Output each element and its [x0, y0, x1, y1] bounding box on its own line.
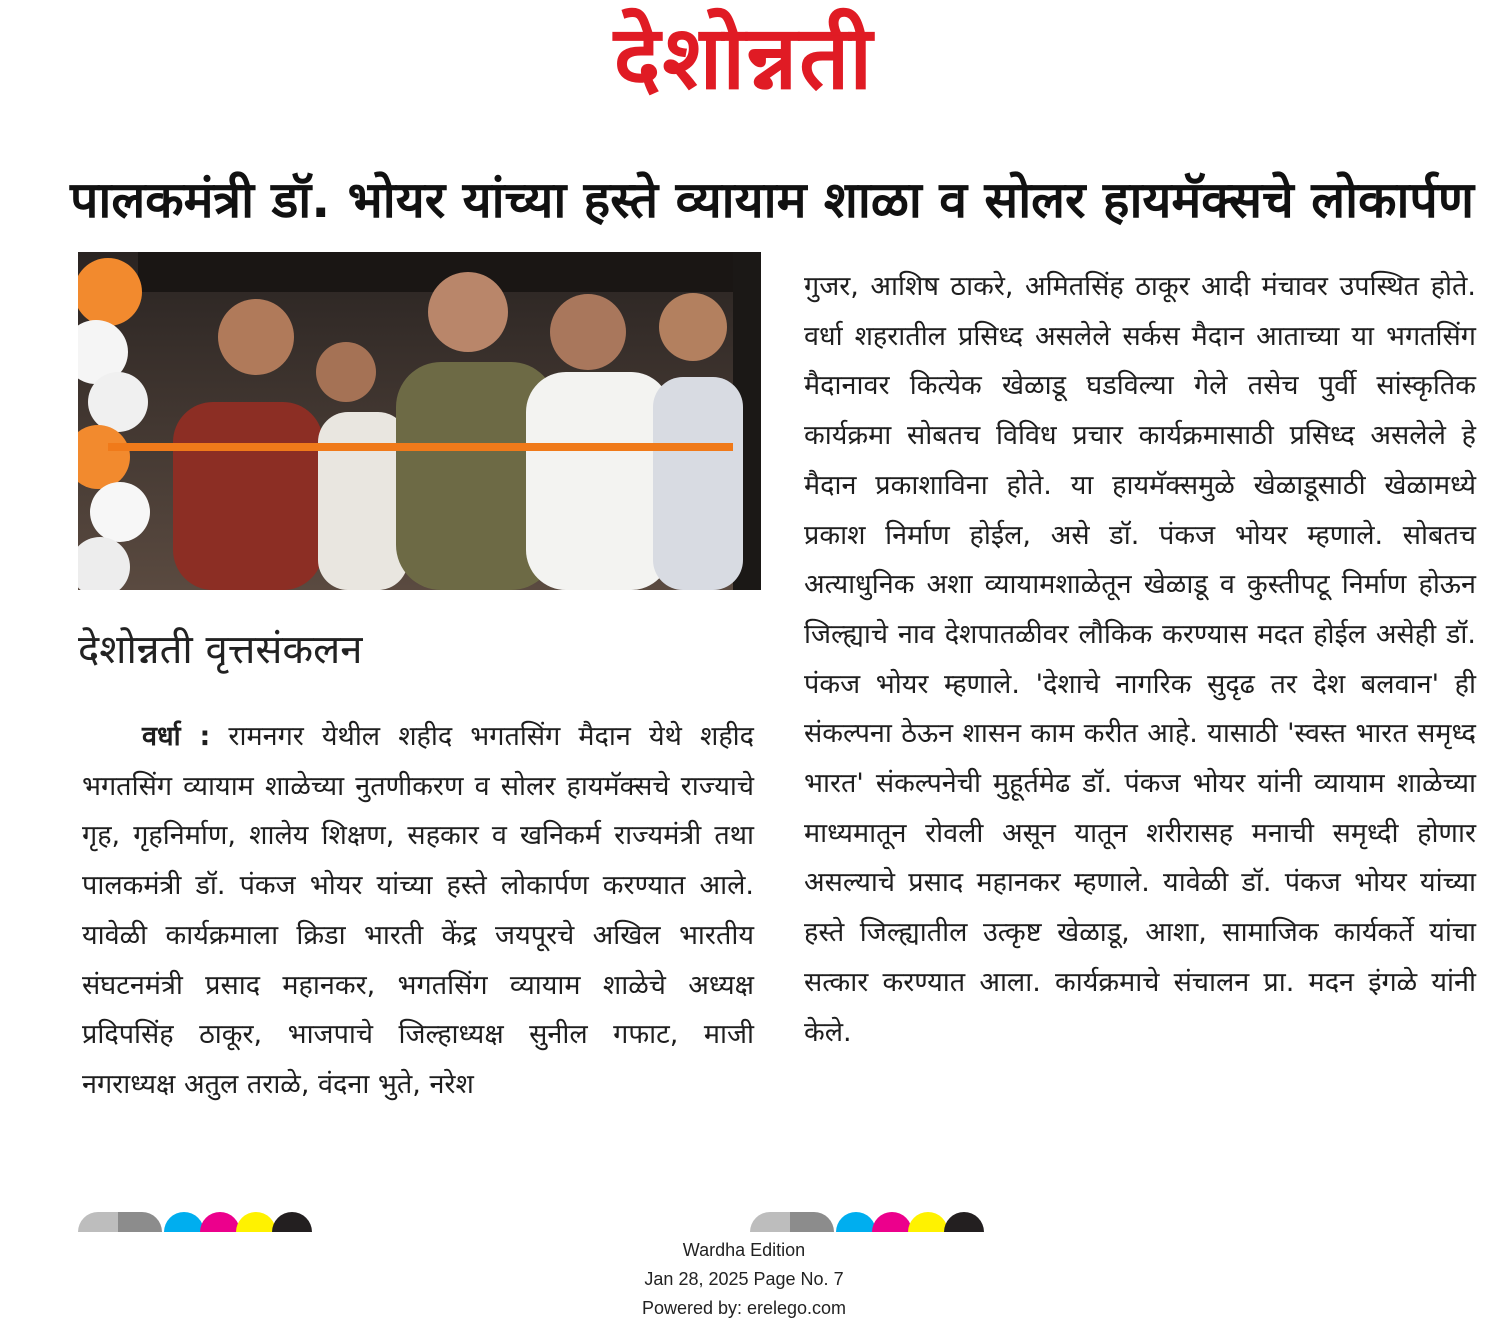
footer: [0, 1236, 1488, 1323]
registration-bar-left: [78, 1212, 318, 1232]
registration-mark-magenta: [872, 1212, 912, 1232]
masthead: [0, 0, 1488, 120]
headline: पालकमंत्री डॉ. भोयर यांच्या हस्ते व्यायाम शाळा व सोलर हायमॅक्सचे लोकार्पण: [70, 171, 1474, 229]
registration-mark-gray-dark: [118, 1212, 162, 1232]
article-photo: [78, 252, 761, 590]
footer-powered-by: Powered by: erelego.com: [641, 1298, 847, 1318]
registration-mark-yellow: [236, 1212, 276, 1232]
article-text-right: गुजर, आशिष ठाकरे, अमितसिंह ठाकूर आदी मंचावर उपस्थित होते. वर्धा शहरातील प्रसिध्द असलेले सर्कस मैदान आताच्या या भगतसिंग मैदानावर कित्येक खेळाडू घडविल्या गेले तसेच पुर्वी सांस्कृतिक कार्यक्रमा सोबतच विविध प्रचार कार्यक्रमासाठी प्रसिध्द असलेले हे मैदान प्रकाशाविना होते. या हायमॅक्समुळे खेळाडूसाठी खेळामध्ये प्रकाश निर्माण होईल, असे डॉ. पंकज भोयर म्हणाले. सोबतच अत्याधुनिक अशा व्यायामशाळेतून खेळाडू व कुस्तीपटू निर्माण होऊन जिल्ह्याचे नाव देशपातळीवर लौकिक करण्यास मदत होईल असेही डॉ. पंकज भोयर म्हणाले. 'देशाचे नागरिक सुदृढ तर देश बलवान' ही संकल्पना ठेऊन शासन काम करीत आहे. यासाठी 'स्वस्त भारत समृध्द भारत' संकल्पनेची मुहूर्तमेढ डॉ. पंकज भोयर यांनी व्यायाम शाळेच्या माध्यमातून रोवली असून यातून शरीरासह मनाची समृध्दी होणार असल्याचे प्रसाद महानकर म्हणाले. यावेळी डॉ. पंकज भोयर यांच्या हस्ते जिल्ह्यातील उत्कृष्ट खेळाडू, आशा, सामाजिक कार्यकर्ते यांचा सत्कार करण्यात आला. कार्यक्रमाचे संचालन प्रा. मदन इंगळे यांनी केले.: [804, 271, 1476, 1048]
registration-mark-cyan: [836, 1212, 876, 1232]
article-column-left: [82, 712, 754, 1110]
footer-date-page: Jan 28, 2025 Page No. 7: [644, 1269, 844, 1289]
registration-mark-gray-light: [78, 1212, 122, 1232]
registration-bar-right: [750, 1212, 990, 1232]
registration-mark-black: [272, 1212, 312, 1232]
footer-edition: Wardha Edition: [682, 1240, 806, 1260]
registration-mark-black: [944, 1212, 984, 1232]
registration-mark-gray-light: [750, 1212, 794, 1232]
registration-mark-yellow: [908, 1212, 948, 1232]
registration-mark-cyan: [164, 1212, 204, 1232]
byline: देशोन्नती वृत्तसंकलन: [78, 627, 363, 673]
masthead-title: देशोन्नती: [613, 6, 875, 109]
dateline: वर्धा :: [142, 721, 211, 752]
registration-mark-gray-dark: [790, 1212, 834, 1232]
article-text-left: रामनगर येथील शहीद भगतसिंग मैदान येथे शहीद भगतसिंग व्यायाम शाळेच्या नुतणीकरण व सोलर हायमॅक्सचे राज्याचे गृह, गृहनिर्माण, शालेय शिक्षण, सहकार व खनिकर्म राज्यमंत्री तथा पालकमंत्री डॉ. पंकज भोयर यांच्या हस्ते लोकार्पण करण्यात आले. यावेळी कार्यक्रमाला क्रिडा भारती केंद्र जयपूरचे अखिल भारतीय संघटनमंत्री प्रसाद महानकर, भगतसिंग व्यायाम शाळेचे अध्यक्ष प्रदिपसिंह ठाकूर, भाजपाचे जिल्हाध्यक्ष सुनील गफाट, माजी नगराध्यक्ष अतुल तराळे, वंदना भुते, नरेश: [82, 721, 754, 1100]
registration-mark-magenta: [200, 1212, 240, 1232]
article-column-right: [804, 262, 1476, 1057]
